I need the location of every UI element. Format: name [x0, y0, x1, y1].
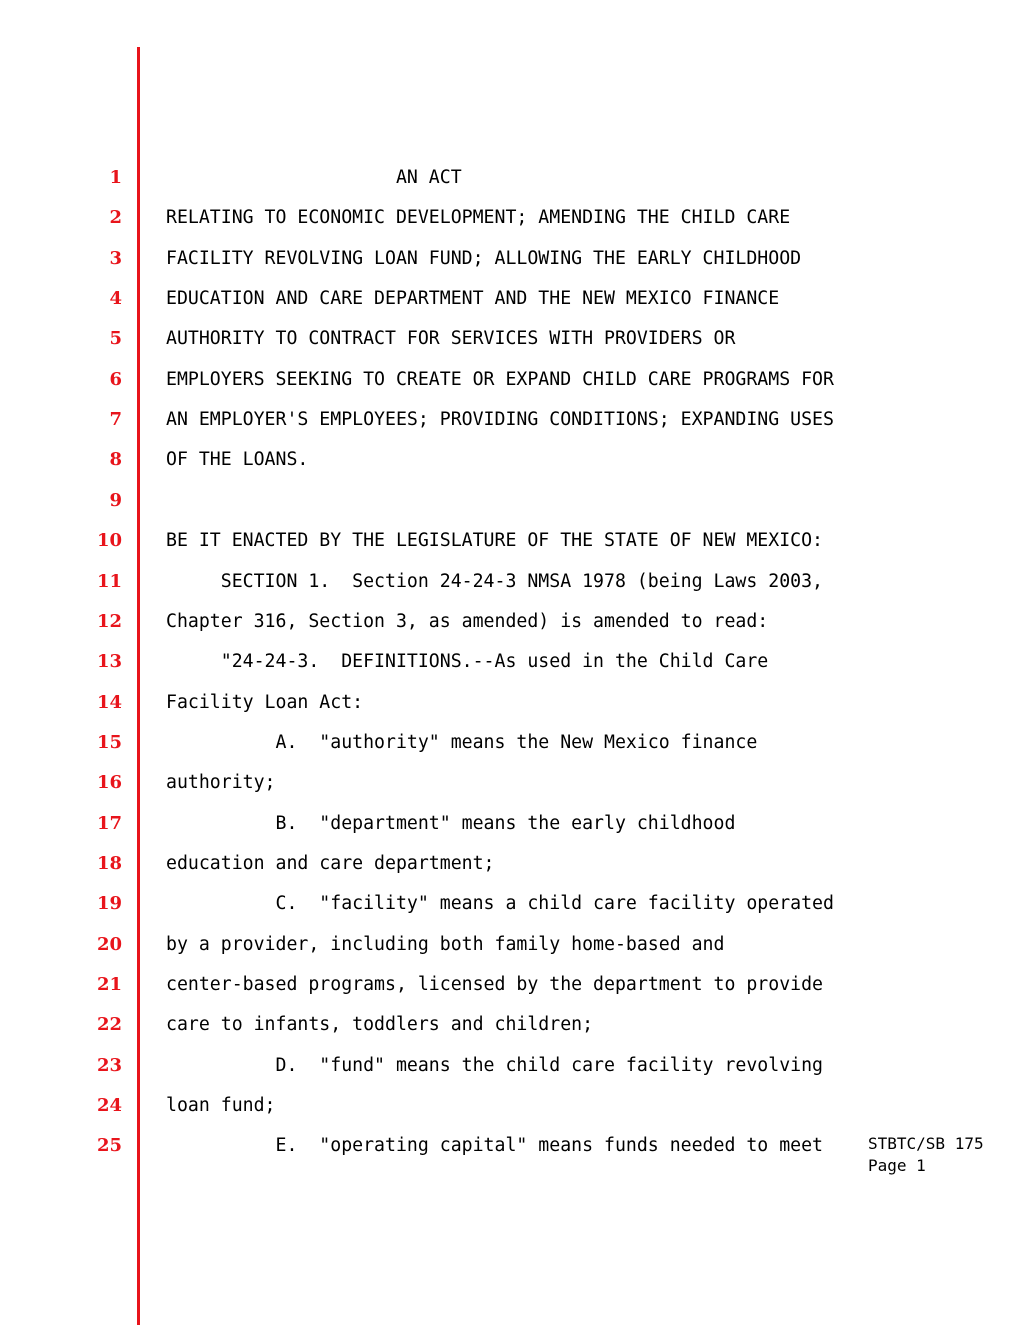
line-number: 6	[109, 369, 122, 390]
text-line: education and care department;	[166, 853, 495, 874]
text-line: Facility Loan Act:	[166, 692, 364, 713]
text-line: E. "operating capital" means funds needed to meet	[166, 1135, 823, 1156]
text-line: authority;	[166, 772, 276, 793]
text-line: RELATING TO ECONOMIC DEVELOPMENT; AMENDING THE CHILD CARE	[166, 207, 791, 228]
text-line: EDUCATION AND CARE DEPARTMENT AND THE NEW MEXICO FINANCE	[166, 288, 780, 309]
line-number: 17	[96, 813, 122, 834]
text-line: FACILITY REVOLVING LOAN FUND; ALLOWING THE EARLY CHILDHOOD	[166, 248, 802, 269]
line-number: 11	[96, 571, 122, 592]
text-line: AN EMPLOYER'S EMPLOYEES; PROVIDING CONDITIONS; EXPANDING USES	[166, 409, 834, 430]
text-line: EMPLOYERS SEEKING TO CREATE OR EXPAND CHILD CARE PROGRAMS FOR	[166, 369, 834, 390]
text-line: B. "department" means the early childhood	[166, 813, 736, 834]
page-number: Page 1	[868, 1156, 926, 1175]
text-line: D. "fund" means the child care facility revolving	[166, 1055, 823, 1076]
line-number: 25	[96, 1135, 122, 1156]
line-number: 2	[109, 207, 122, 228]
text-line: C. "facility" means a child care facility operated	[166, 893, 834, 914]
left-margin-rule	[137, 47, 140, 1325]
text-line: AUTHORITY TO CONTRACT FOR SERVICES WITH PROVIDERS OR	[166, 328, 736, 349]
line-number: 9	[109, 490, 122, 511]
text-line: by a provider, including both family home-based and	[166, 934, 725, 955]
text-line: BE IT ENACTED BY THE LEGISLATURE OF THE STATE OF NEW MEXICO:	[166, 530, 823, 551]
line-number: 7	[109, 409, 122, 430]
text-line: OF THE LOANS.	[166, 449, 309, 470]
line-number: 5	[109, 328, 122, 349]
text-line: care to infants, toddlers and children;	[166, 1014, 594, 1035]
text-line: center-based programs, licensed by the department to provide	[166, 974, 823, 995]
text-line: "24-24-3. DEFINITIONS.--As used in the Child Care	[166, 651, 769, 672]
text-line: SECTION 1. Section 24-24-3 NMSA 1978 (being Laws 2003,	[166, 571, 823, 592]
line-number: 13	[96, 651, 122, 672]
line-number: 19	[96, 893, 122, 914]
line-number: 24	[96, 1095, 122, 1116]
line-number: 22	[96, 1014, 122, 1035]
line-number: 20	[96, 934, 122, 955]
line-number: 18	[96, 853, 122, 874]
line-number: 21	[96, 974, 122, 995]
line-number: 12	[96, 611, 122, 632]
line-number: 16	[96, 772, 122, 793]
line-number: 3	[109, 248, 122, 269]
line-number: 10	[96, 530, 122, 551]
line-number: 23	[96, 1055, 122, 1076]
line-number: 4	[109, 288, 122, 309]
text-line: Chapter 316, Section 3, as amended) is amended to read:	[166, 611, 769, 632]
line-number: 1	[109, 167, 122, 188]
text-line: A. "authority" means the New Mexico finance	[166, 732, 758, 753]
line-number: 15	[96, 732, 122, 753]
act-title: AN ACT	[166, 167, 462, 188]
bill-identifier: STBTC/SB 175	[868, 1134, 984, 1153]
text-line: loan fund;	[166, 1095, 276, 1116]
line-number: 14	[96, 692, 122, 713]
line-number: 8	[109, 449, 122, 470]
